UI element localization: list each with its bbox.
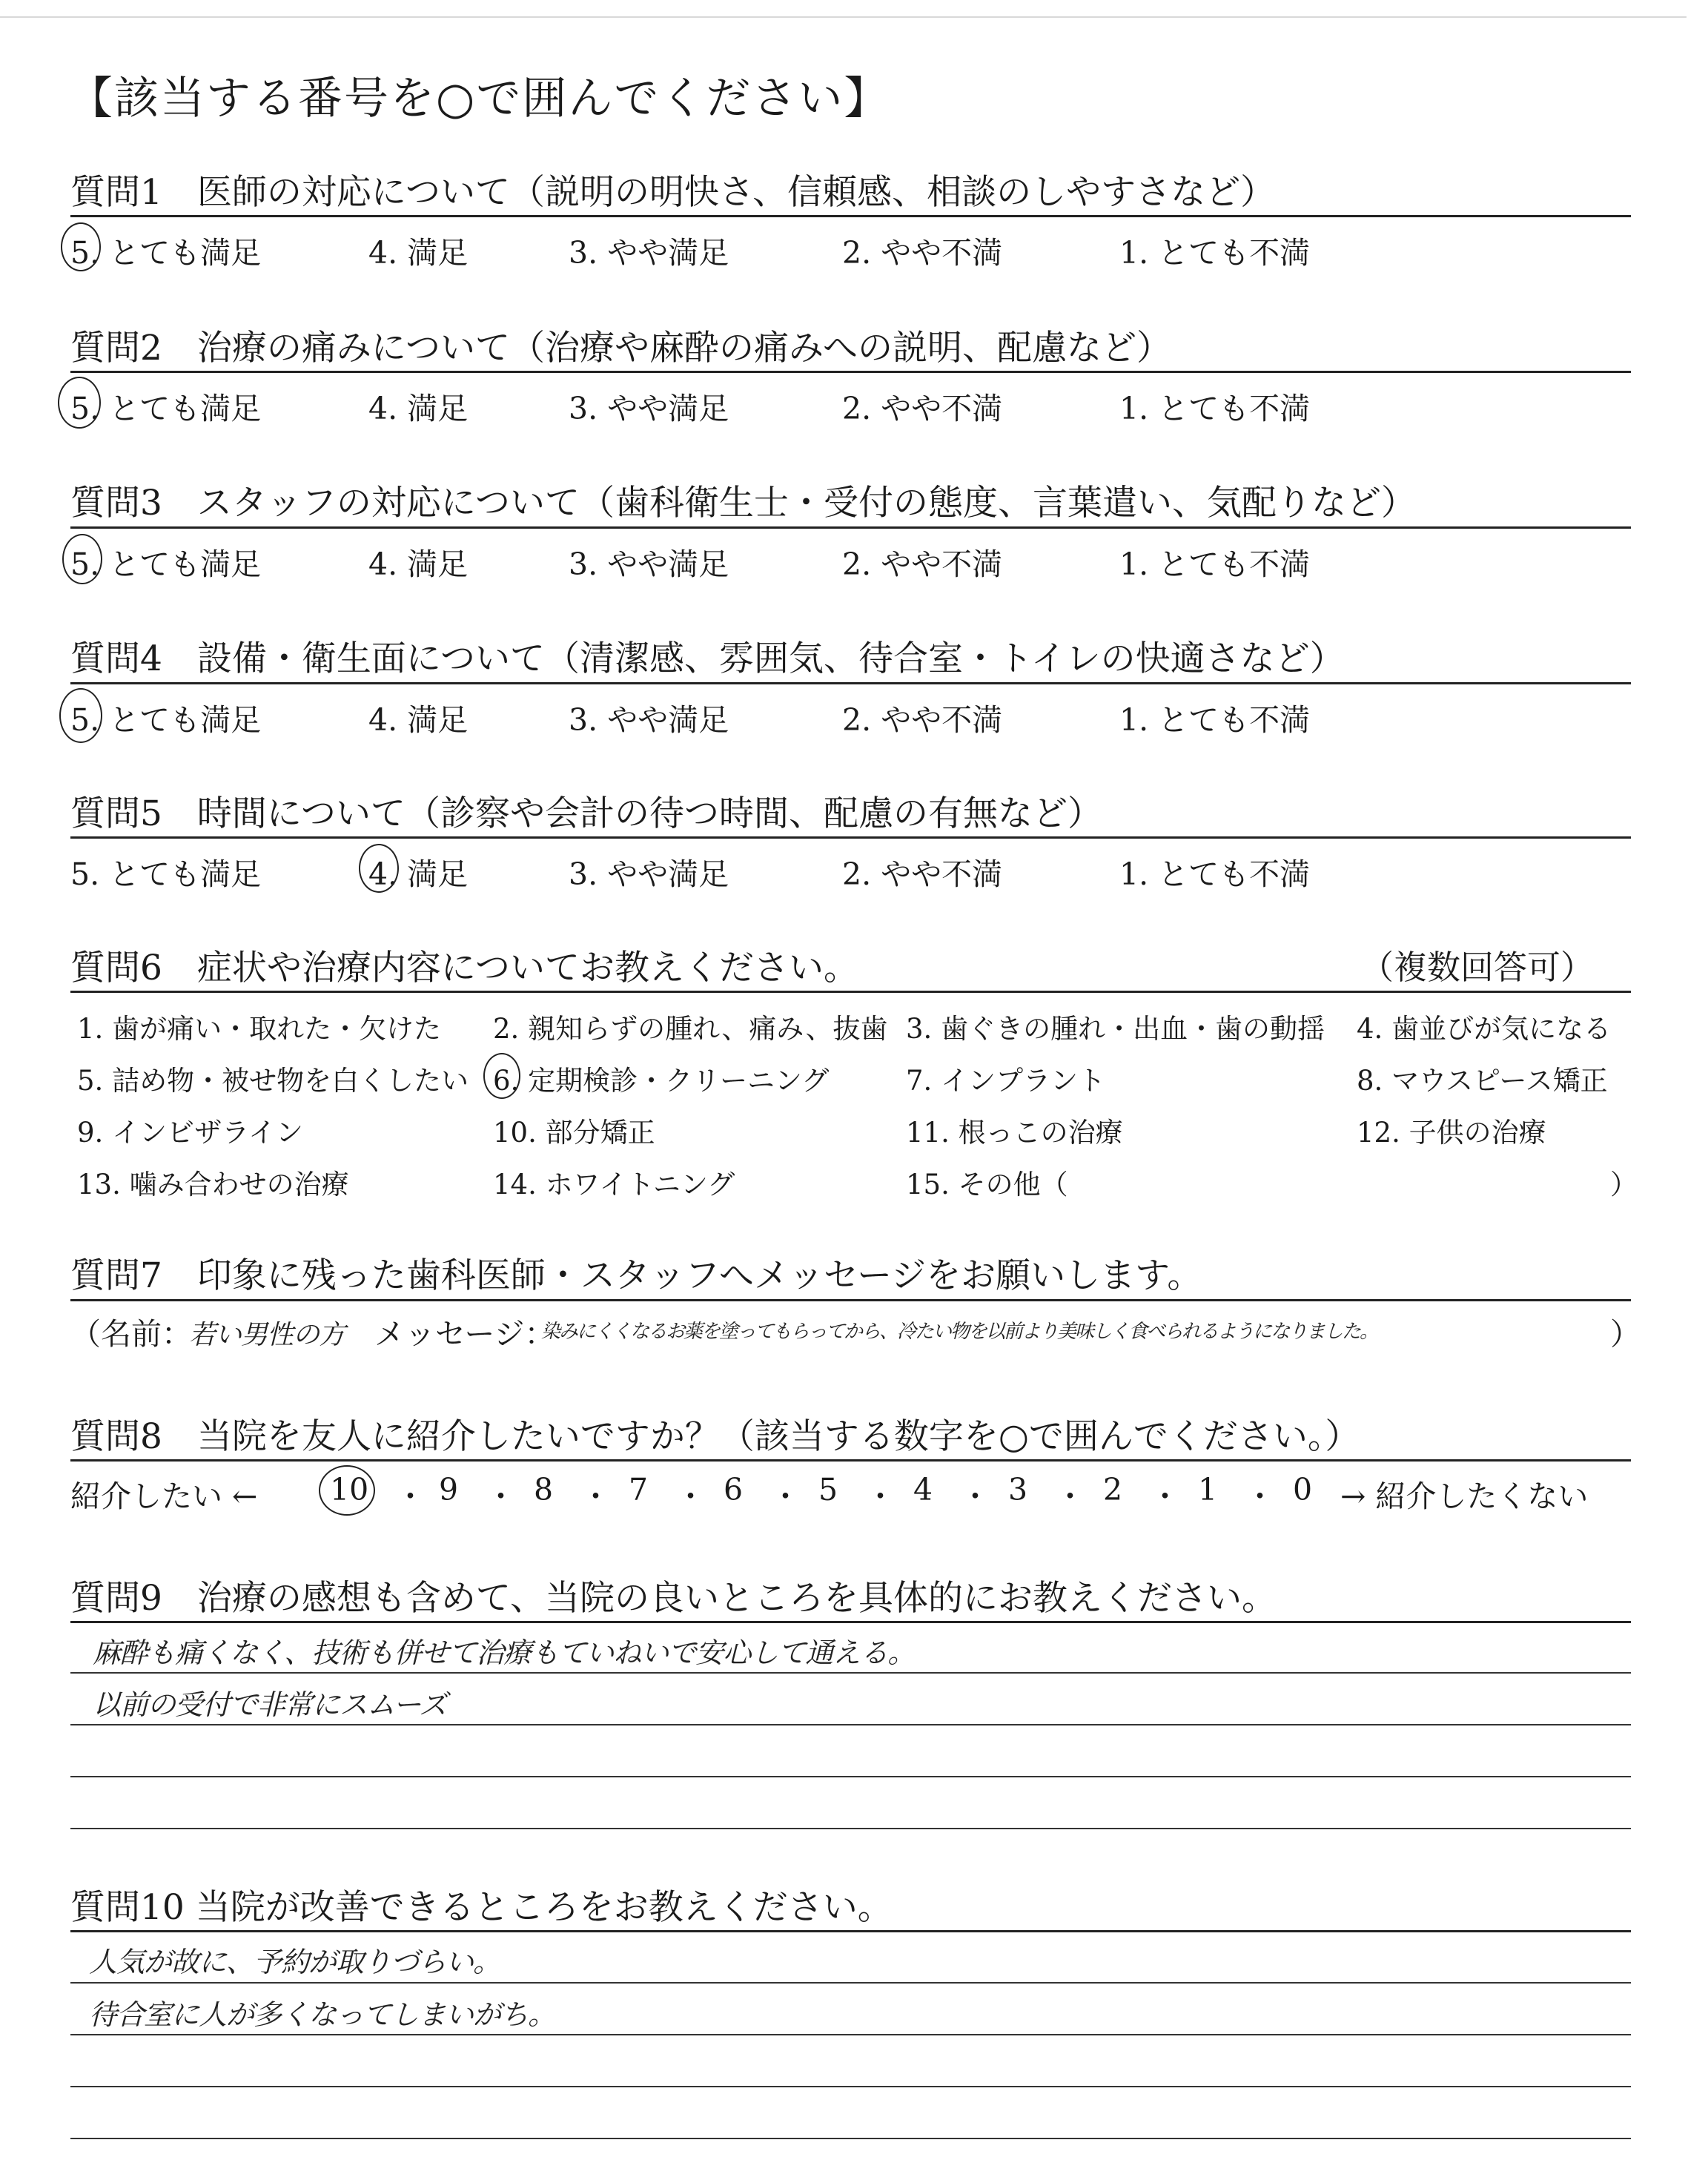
q8-scale-9[interactable]: 9 [439, 1472, 459, 1507]
q3-option-2[interactable]: 2. やや不満 [842, 546, 1003, 582]
q3-option-1[interactable]: 1. とても不満 [1119, 546, 1311, 582]
q5-option-2[interactable]: 2. やや不満 [842, 856, 1003, 892]
q6-item-11[interactable]: 11. 根っこの治療 [906, 1117, 1123, 1149]
question-6-rule [70, 991, 1631, 993]
q8-scale-10[interactable]: 10 [330, 1472, 369, 1507]
q5-option-5[interactable]: 5. とても満足 [70, 856, 262, 892]
q6-item-6[interactable]: 6. 定期検診・クリーニング [493, 1065, 830, 1097]
q6-item-1[interactable]: 1. 歯が痛い・取れた・欠けた [77, 1013, 442, 1045]
q1-option-2[interactable]: 2. やや不満 [842, 235, 1003, 271]
q9-writing-line-4 [70, 1828, 1631, 1829]
question-7-heading: 質問7 印象に残った歯科医師・スタッフへメッセージをお願いします。 [70, 1255, 1202, 1296]
question-1-heading: 質問1 医師の対応について（説明の明快さ、信頼感、相談のしやすさなど） [70, 172, 1276, 213]
q5-option-1[interactable]: 1. とても不満 [1119, 856, 1311, 892]
q2-option-4[interactable]: 4. 満足 [368, 391, 469, 426]
q8-dot: ・ [580, 1479, 611, 1514]
q1-option-5[interactable]: 5. とても満足 [70, 235, 262, 271]
q8-dot: ・ [395, 1479, 426, 1514]
q4-option-3[interactable]: 3. やや満足 [569, 702, 729, 738]
q8-scale-6[interactable]: 6 [724, 1472, 744, 1507]
q8-left-label: 紹介したい ← [70, 1479, 258, 1514]
q4-option-2[interactable]: 2. やや不満 [842, 702, 1003, 738]
q6-item-5[interactable]: 5. 詰め物・被せ物を白くしたい [77, 1065, 469, 1097]
q3-option-4[interactable]: 4. 満足 [368, 546, 469, 582]
page-title: 【該当する番号を○で囲んでください】 [68, 73, 890, 125]
q3-option-3[interactable]: 3. やや満足 [569, 546, 729, 582]
q1-option-1[interactable]: 1. とても不満 [1119, 235, 1311, 271]
q6-item-13[interactable]: 13. 噛み合わせの治療 [77, 1169, 349, 1200]
q6-item-7[interactable]: 7. インプラント [906, 1065, 1106, 1097]
q8-dot: ・ [770, 1479, 801, 1514]
question-9-heading: 質問9 治療の感想も含めて、当院の良いところを具体的にお教えください。 [70, 1578, 1277, 1619]
q8-dot: ・ [1055, 1479, 1085, 1514]
q6-item-12[interactable]: 12. 子供の治療 [1357, 1117, 1546, 1149]
q6-item-4[interactable]: 4. 歯並びが気になる [1357, 1013, 1612, 1045]
question-10-heading: 質問10 当院が改善できるところをお教えください。 [70, 1887, 893, 1928]
q6-item-3[interactable]: 3. 歯ぐきの腫れ・出血・歯の動揺 [906, 1013, 1325, 1045]
q2-option-2[interactable]: 2. やや不満 [842, 391, 1003, 426]
question-4-rule [70, 682, 1631, 684]
q8-scale-4[interactable]: 4 [913, 1472, 933, 1507]
q10-answer-line-2[interactable]: 待合室に人が多くなってしまいがち。 [89, 1998, 556, 2031]
q3-selection-circle [62, 534, 102, 584]
q4-option-4[interactable]: 4. 満足 [368, 702, 469, 738]
q8-scale-5[interactable]: 5 [818, 1472, 838, 1507]
q8-dot: ・ [1150, 1479, 1180, 1514]
question-2-rule [70, 371, 1631, 373]
question-10-rule [70, 1930, 1631, 1932]
question-8-heading: 質問8 当院を友人に紹介したいですか？（該当する数字を○で囲んでください。） [70, 1416, 1360, 1457]
question-8-rule [70, 1459, 1631, 1462]
q4-option-1[interactable]: 1. とても不満 [1119, 702, 1311, 738]
q6-item-2[interactable]: 2. 親知らずの腫れ、痛み、抜歯 [493, 1013, 888, 1045]
question-3-rule [70, 526, 1631, 529]
q9-answer-line-1[interactable]: 麻酔も痛くなく、技術も併せて治療もていねいで安心して通える。 [93, 1636, 916, 1669]
q7-close-paren: ） [1610, 1316, 1641, 1352]
q3-option-5[interactable]: 5. とても満足 [70, 546, 262, 582]
q10-writing-line-1 [70, 1982, 1631, 1984]
q8-dot: ・ [486, 1479, 516, 1514]
q7-message-label: メッセージ： [374, 1316, 555, 1352]
q2-option-3[interactable]: 3. やや満足 [569, 391, 729, 426]
q8-scale-8[interactable]: 8 [534, 1472, 554, 1507]
q9-writing-line-1 [70, 1672, 1631, 1674]
q6-item-14[interactable]: 14. ホワイトニング [493, 1169, 735, 1200]
q5-selection-circle [359, 844, 399, 893]
q4-option-5[interactable]: 5. とても満足 [70, 702, 262, 738]
q2-option-5[interactable]: 5. とても満足 [70, 391, 262, 426]
q8-scale-7[interactable]: 7 [629, 1472, 649, 1507]
question-5-rule [70, 836, 1631, 839]
q8-dot: ・ [675, 1479, 706, 1514]
q8-scale-1[interactable]: 1 [1198, 1472, 1218, 1507]
q9-writing-line-3 [70, 1776, 1631, 1777]
q1-selection-circle [61, 222, 101, 271]
question-5-heading: 質問5 時間について（診察や会計の待つ時間、配慮の有無など） [70, 793, 1102, 834]
scan-edge-line [0, 16, 1687, 18]
q8-dot: ・ [960, 1479, 990, 1514]
q1-option-4[interactable]: 4. 満足 [368, 235, 469, 271]
q9-answer-line-2[interactable]: 以前の受付で非常にスムーズ [93, 1688, 447, 1721]
question-4-heading: 質問4 設備・衛生面について（清潔感、雰囲気、待合室・トイレの快適さなど） [70, 638, 1345, 679]
q6-item-15-close: ） [1610, 1169, 1638, 1200]
q10-writing-line-4 [70, 2138, 1631, 2139]
q10-answer-line-1[interactable]: 人気が故に、予約が取りづらい。 [89, 1946, 501, 1978]
q2-option-1[interactable]: 1. とても不満 [1119, 391, 1311, 426]
q1-option-3[interactable]: 3. やや満足 [569, 235, 729, 271]
q8-selection-circle [319, 1465, 375, 1516]
question-7-rule [70, 1299, 1631, 1301]
q8-scale-2[interactable]: 2 [1103, 1472, 1123, 1507]
q9-writing-line-2 [70, 1724, 1631, 1725]
question-2-heading: 質問2 治療の痛みについて（治療や麻酔の痛みへの説明、配慮など） [70, 328, 1172, 369]
q8-scale-0[interactable]: 0 [1293, 1472, 1313, 1507]
q5-option-4[interactable]: 4. 満足 [368, 856, 469, 892]
q6-item-8[interactable]: 8. マウスピース矯正 [1357, 1065, 1608, 1097]
question-3-heading: 質問3 スタッフの対応について（歯科衛生士・受付の態度、言葉遣い、気配りなど） [70, 483, 1416, 524]
q4-selection-circle [59, 688, 102, 743]
q5-option-3[interactable]: 3. やや満足 [569, 856, 729, 892]
q8-dot: ・ [865, 1479, 896, 1514]
q6-item-9[interactable]: 9. インビザライン [77, 1117, 303, 1149]
q7-message-value[interactable]: 染みにくくなるお薬を塗ってもらってから、冷たい物を以前より美味しく食べられるようになりました。 [541, 1321, 1378, 1343]
q10-writing-line-2 [70, 2034, 1631, 2035]
q6-selection-circle [483, 1053, 520, 1099]
q8-right-label: → 紹介したくない [1340, 1479, 1589, 1514]
question-6-note: （複数回答可） [1360, 948, 1595, 987]
q8-dot: ・ [1245, 1479, 1275, 1514]
q7-name-value[interactable]: 若い男性の方 [189, 1320, 345, 1350]
q6-item-15[interactable]: 15. その他（ [906, 1169, 1068, 1200]
question-9-rule [70, 1621, 1631, 1623]
q8-scale-3[interactable]: 3 [1008, 1472, 1028, 1507]
question-1-rule [70, 215, 1631, 217]
q10-writing-line-3 [70, 2086, 1631, 2087]
q7-name-label: （名前： [70, 1316, 192, 1352]
question-6-heading: 質問6 症状や治療内容についてお教えください。 [70, 948, 858, 988]
q2-selection-circle [58, 377, 101, 429]
q6-item-10[interactable]: 10. 部分矯正 [493, 1117, 655, 1149]
